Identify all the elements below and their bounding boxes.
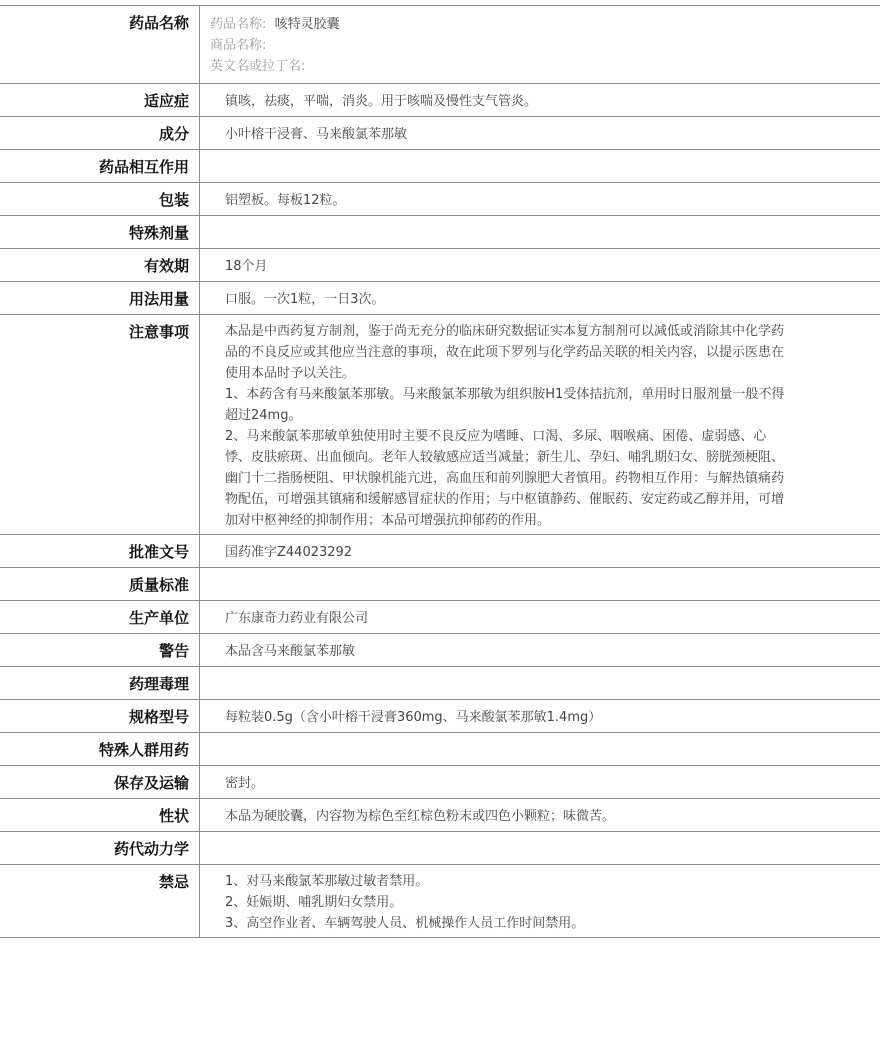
row-label: 适应症 [0, 84, 200, 116]
row-value [200, 667, 880, 699]
trade-name-label: 商品名称: [210, 38, 267, 53]
row-manufacturer [0, 601, 880, 634]
row-value [200, 568, 880, 600]
row-value: 18个月 [225, 259, 268, 274]
row-label: 生产单位 [0, 601, 200, 633]
row-label: 特殊剂量 [0, 216, 200, 248]
precaution-paragraph: 本品是中西药复方制剂，鉴于尚无充分的临床研究数据证实本复方制剂可以减低或消除其中化学药品的不良反应或其他应当注意的事项，故在此项下罗列与化学药品关联的相关内容，以提示医患在使用本品时予以关注。 [225, 324, 785, 381]
row-value: 本品含马来酸氯苯那敏 [225, 644, 356, 659]
drug-name-block [200, 6, 880, 83]
row-value [200, 733, 880, 765]
row-value [200, 150, 880, 182]
row-label: 成分 [0, 117, 200, 149]
contraindication-item: 2、妊娠期、哺乳期妇女禁用。 [225, 895, 403, 910]
row-label: 禁忌 [0, 865, 200, 937]
row-precautions [0, 315, 880, 535]
row-label: 规格型号 [0, 700, 200, 732]
precaution-paragraph: 1、本药含有马来酸氯苯那敏。马来酸氯苯那敏为组织胺H1受体拮抗剂，单用时日服剂量一般不得超过24mg。 [225, 387, 785, 423]
row-value: 每粒装0.5g（含小叶榕干浸膏360mg、马来酸氯苯那敏1.4mg） [225, 710, 602, 725]
row-label: 性状 [0, 799, 200, 831]
row-special-populations [0, 733, 880, 766]
row-value: 铝塑板。每板12粒。 [225, 193, 346, 208]
row-value: 口服。一次1粒，一日3次。 [225, 292, 385, 307]
row-label: 警告 [0, 634, 200, 666]
row-label: 特殊人群用药 [0, 733, 200, 765]
row-shelf-life [0, 249, 880, 282]
row-storage [0, 766, 880, 799]
row-contraindications [0, 865, 880, 938]
name-field-label: 药品名称: [210, 17, 267, 32]
row-pharmacokinetics [0, 832, 880, 865]
row-packaging [0, 183, 880, 216]
row-label: 药品名称 [0, 6, 200, 83]
contraindication-item: 1、对马来酸氯苯那敏过敏者禁用。 [225, 874, 429, 889]
precautions-text [200, 315, 880, 534]
contraindications-list [200, 865, 880, 937]
row-warning [0, 634, 880, 667]
row-value [200, 832, 880, 864]
row-label: 用法用量 [0, 282, 200, 314]
row-description [0, 799, 880, 832]
precaution-paragraph: 2、马来酸氯苯那敏单独使用时主要不良反应为嗜睡、口渴、多尿、咽喉痛、困倦、虚弱感、心悸、皮肤瘀斑、出血倾向。老年人较敏感应适当减量；新生儿、孕妇、哺乳期妇女、膀胱颈梗阻、幽门十二指肠梗阻、甲状腺机能亢进，高血压和前列腺肥大者慎用。药物相互作用：与解热镇痛药物配伍，可增强其镇痛和缓解感冒症状的作用；与中枢镇静药、催眠药、安定药或乙醇并用，可增加对中枢神经的抑制作用；本品可增强抗抑郁药的作用。 [225, 429, 785, 528]
row-label: 批准文号 [0, 535, 200, 567]
row-value: 镇咳，祛痰，平喘，消炎。用于咳喘及慢性支气管炎。 [225, 94, 538, 109]
row-label: 有效期 [0, 249, 200, 281]
drug-info-table [0, 5, 880, 938]
contraindication-item: 3、高空作业者、车辆驾驶人员、机械操作人员工作时间禁用。 [225, 916, 585, 931]
row-pharmacology [0, 667, 880, 700]
row-special-dosage [0, 216, 880, 249]
row-value: 广东康奇力药业有限公司 [225, 611, 369, 626]
row-quality-standard [0, 568, 880, 601]
row-specification [0, 700, 880, 733]
row-value [200, 216, 880, 248]
row-ingredients [0, 117, 880, 150]
row-label: 药代动力学 [0, 832, 200, 864]
row-indications [0, 84, 880, 117]
row-approval-number [0, 535, 880, 568]
row-value: 国药准字Z44023292 [225, 545, 353, 560]
row-label: 包装 [0, 183, 200, 215]
name-value: 咳特灵胶囊 [274, 17, 340, 32]
row-label: 注意事项 [0, 315, 200, 534]
row-value: 密封。 [225, 776, 265, 791]
english-name-label: 英文名或拉丁名: [210, 59, 306, 74]
row-label: 药品相互作用 [0, 150, 200, 182]
row-label: 质量标准 [0, 568, 200, 600]
row-value: 小叶榕干浸膏、马来酸氯苯那敏 [225, 127, 408, 142]
row-drug-name [0, 6, 880, 84]
row-label: 药理毒理 [0, 667, 200, 699]
row-value: 本品为硬胶囊，内容物为棕色至红棕色粉末或四色小颗粒；味微苦。 [225, 809, 616, 824]
row-dosage [0, 282, 880, 315]
row-interactions [0, 150, 880, 183]
name-line [210, 14, 790, 35]
row-label: 保存及运输 [0, 766, 200, 798]
